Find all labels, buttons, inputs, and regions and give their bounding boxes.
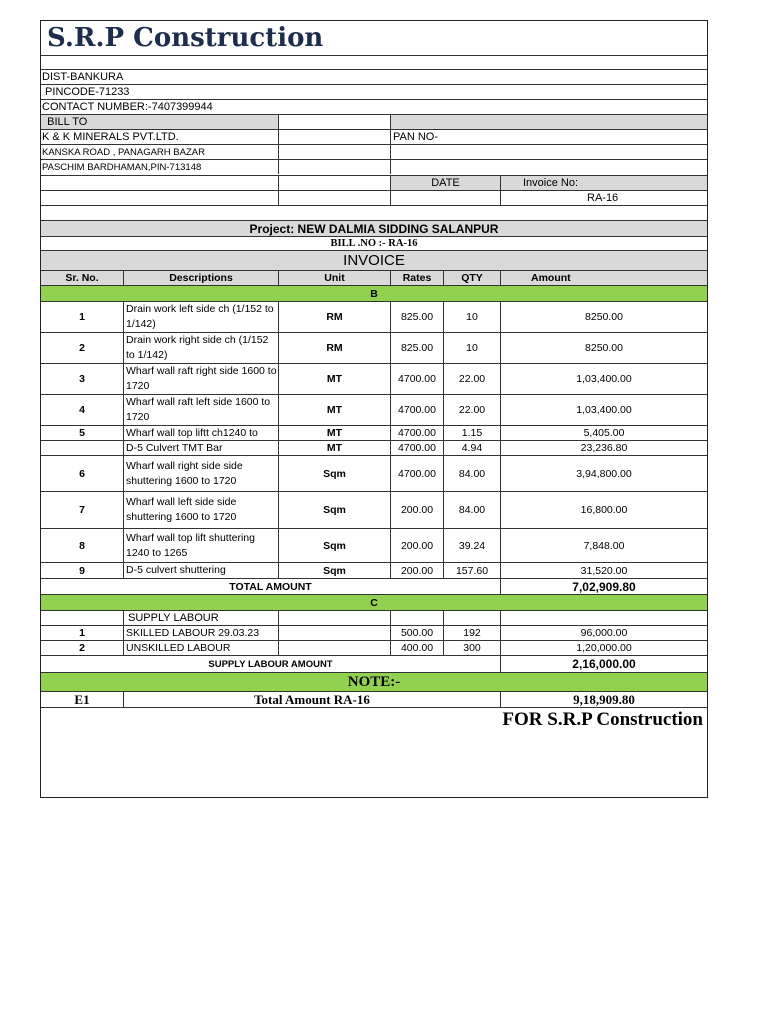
table-row [41,640,707,655]
row-rate: 500.00 [390,626,443,640]
row-qty: 10 [443,302,500,332]
blank-cell [278,626,390,640]
row-sr-no [41,441,123,455]
customer-address-1: KANSKA ROAD , PANAGARH BAZAR [42,146,205,158]
row-qty: 22.00 [443,364,500,394]
note-row [41,672,707,691]
row-unit: MT [278,441,390,455]
invoice-no-value: RA-16 [500,191,707,205]
blank-cell [41,611,123,625]
section-c-row [41,594,707,610]
row-sr-no: 5 [79,427,85,439]
row-description: Drain work left side ch (1/152 to 1/142) [123,302,278,332]
date-row [41,175,707,190]
company-title-row [41,21,707,55]
row-unit: Sqm [278,492,390,528]
blank-cell [278,641,390,655]
company-pincode: PINCODE-71233 [42,86,130,98]
row-sr-no: 6 [79,467,85,480]
blank-cell [390,160,707,174]
row-description: SKILLED LABOUR 29.03.23 [123,626,278,640]
bill-no-row [41,236,707,250]
total-row [41,578,707,594]
blank-cell [390,115,707,129]
grand-total-label: Total Amount RA-16 [123,692,500,707]
signature-line: FOR S.R.P Construction [502,709,703,730]
row-qty: 39.24 [443,529,500,562]
header-amount: Amount [500,271,707,285]
section-b-row [41,285,707,301]
address2-row [41,159,707,174]
company-name: S.R.P Construction [47,23,324,53]
row-sr-no: 1 [79,627,85,639]
header-rates: Rates [390,271,443,285]
supply-labour-row [41,610,707,625]
row-unit: Sqm [278,563,390,578]
blank-cell [443,611,500,625]
row-unit: Sqm [278,456,390,491]
row-unit: Sqm [278,529,390,562]
table-row [41,363,707,394]
invoice-title: INVOICE [343,252,405,269]
row-description: D-5 culvert shuttering [123,563,278,578]
header-unit: Unit [278,271,390,285]
project-name: Project: NEW DALMIA SIDDING SALANPUR [249,221,499,236]
row-sr-no: 4 [79,404,85,416]
row-description: Wharf wall top lift shuttering 1240 to 1265 [123,529,278,562]
spacer-row [41,55,707,69]
address1-row [41,144,707,159]
customer-name: K & K MINERALS PVT.LTD. [42,131,179,143]
row-rate: 825.00 [390,333,443,363]
note-label: NOTE:- [347,673,401,690]
row-description: Wharf wall raft right side 1600 to 1720 [123,364,278,394]
table-row [41,491,707,528]
total-value: 7,02,909.80 [500,579,707,594]
row-qty: 1.15 [443,426,500,440]
table-row [41,394,707,425]
row-description: Wharf wall raft left side 1600 to 1720 [123,395,278,425]
row-rate: 4700.00 [390,395,443,425]
section-b-label: B [370,287,378,300]
table-row [41,301,707,332]
row-unit: MT [278,426,390,440]
date-value [390,191,500,205]
row-sr-no: 8 [79,539,85,552]
row-qty: 4.94 [443,441,500,455]
blank-cell [41,191,278,205]
row-sr-no: 9 [79,564,85,577]
row-amount: 1,03,400.00 [500,364,707,394]
row-amount: 8250.00 [500,333,707,363]
bill-number: BILL .NO :- RA-16 [330,238,418,249]
company-contact: CONTACT NUMBER:-7407399944 [42,101,213,113]
row-amount: 1,03,400.00 [500,395,707,425]
supply-labour-label: SUPPLY LABOUR [123,611,278,625]
supply-total-label: SUPPLY LABOUR AMOUNT [208,658,333,670]
blank-cell [278,160,390,174]
supply-total-value: 2,16,000.00 [500,656,707,672]
blank-cell [278,145,390,159]
table-row [41,562,707,578]
row-unit: MT [278,364,390,394]
row-qty: 300 [443,641,500,655]
row-rate: 825.00 [390,302,443,332]
header-sr-no: Sr. No. [65,272,99,284]
row-rate: 200.00 [390,492,443,528]
grand-total-value: 9,18,909.80 [500,692,707,707]
dist-row [41,69,707,84]
company-dist: DIST-BANKURA [42,71,124,83]
row-description: Wharf wall right side side shuttering 1600 to 1720 [123,456,278,491]
blank-cell [41,176,278,190]
row-amount: 16,800.00 [500,492,707,528]
contact-row [41,99,707,114]
customer-name-row [41,129,707,144]
table-row [41,425,707,440]
row-amount: 5,405.00 [500,426,707,440]
bill-to-label: BILL TO [41,115,278,129]
row-rate: 4700.00 [390,441,443,455]
row-amount: 31,520.00 [500,563,707,578]
row-description: UNSKILLED LABOUR [123,641,278,655]
supply-total-row [41,655,707,672]
header-qty: QTY [443,271,500,285]
row-qty: 192 [443,626,500,640]
blank-cell [278,176,390,190]
row-unit: RM [278,302,390,332]
row-qty: 84.00 [443,492,500,528]
pincode-row [41,84,707,99]
table-row [41,625,707,640]
row-sr-no: 2 [79,642,85,654]
invoice-no-row [41,190,707,205]
customer-address-2: PASCHIM BARDHAMAN,PIN-713148 [42,161,202,173]
blank-cell [278,611,390,625]
invoice-no-label: Invoice No: [500,176,707,190]
row-qty: 157.60 [443,563,500,578]
date-label: DATE [390,176,500,190]
row-rate: 400.00 [390,641,443,655]
blank-cell [390,611,443,625]
row-qty: 10 [443,333,500,363]
row-sr-no: 2 [79,342,85,354]
project-row [41,220,707,236]
row-amount: 23,236.80 [500,441,707,455]
table-header-row [41,270,707,285]
total-label: TOTAL AMOUNT [229,580,312,593]
row-amount: 3,94,800.00 [500,456,707,491]
row-rate: 200.00 [390,529,443,562]
pan-label: PAN NO- [390,130,707,144]
e1-label: E1 [74,692,90,707]
row-sr-no: 3 [79,373,85,385]
row-sr-no: 1 [79,311,85,323]
table-row [41,455,707,491]
invoice-sheet [40,20,708,798]
table-row [41,440,707,455]
row-amount: 8250.00 [500,302,707,332]
header-descriptions: Descriptions [123,271,278,285]
row-amount: 1,20,000.00 [500,641,707,655]
row-sr-no: 7 [79,504,85,516]
blank-cell [278,191,390,205]
row-description: D-5 Culvert TMT Bar [123,441,278,455]
row-rate: 4700.00 [390,456,443,491]
blank-cell [278,130,390,144]
table-row [41,332,707,363]
spacer-row [41,205,707,220]
blank-cell [500,611,707,625]
row-unit: RM [278,333,390,363]
row-description: Drain work right side ch (1/152 to 1/142) [123,333,278,363]
row-amount: 7,848.00 [500,529,707,562]
table-row [41,528,707,562]
invoice-title-row [41,250,707,270]
row-description: Wharf wall left side side shuttering 1600 to 1720 [123,492,278,528]
bill-to-row [41,114,707,129]
row-qty: 84.00 [443,456,500,491]
section-c-label: C [370,596,378,609]
blank-cell [390,145,707,159]
row-rate: 4700.00 [390,426,443,440]
row-unit: MT [278,395,390,425]
row-qty: 22.00 [443,395,500,425]
blank-cell [278,115,390,129]
grand-total-row [41,691,707,708]
row-amount: 96,000.00 [500,626,707,640]
row-rate: 200.00 [390,563,443,578]
row-rate: 4700.00 [390,364,443,394]
row-description: Wharf wall top liftt ch1240 to [123,426,278,440]
